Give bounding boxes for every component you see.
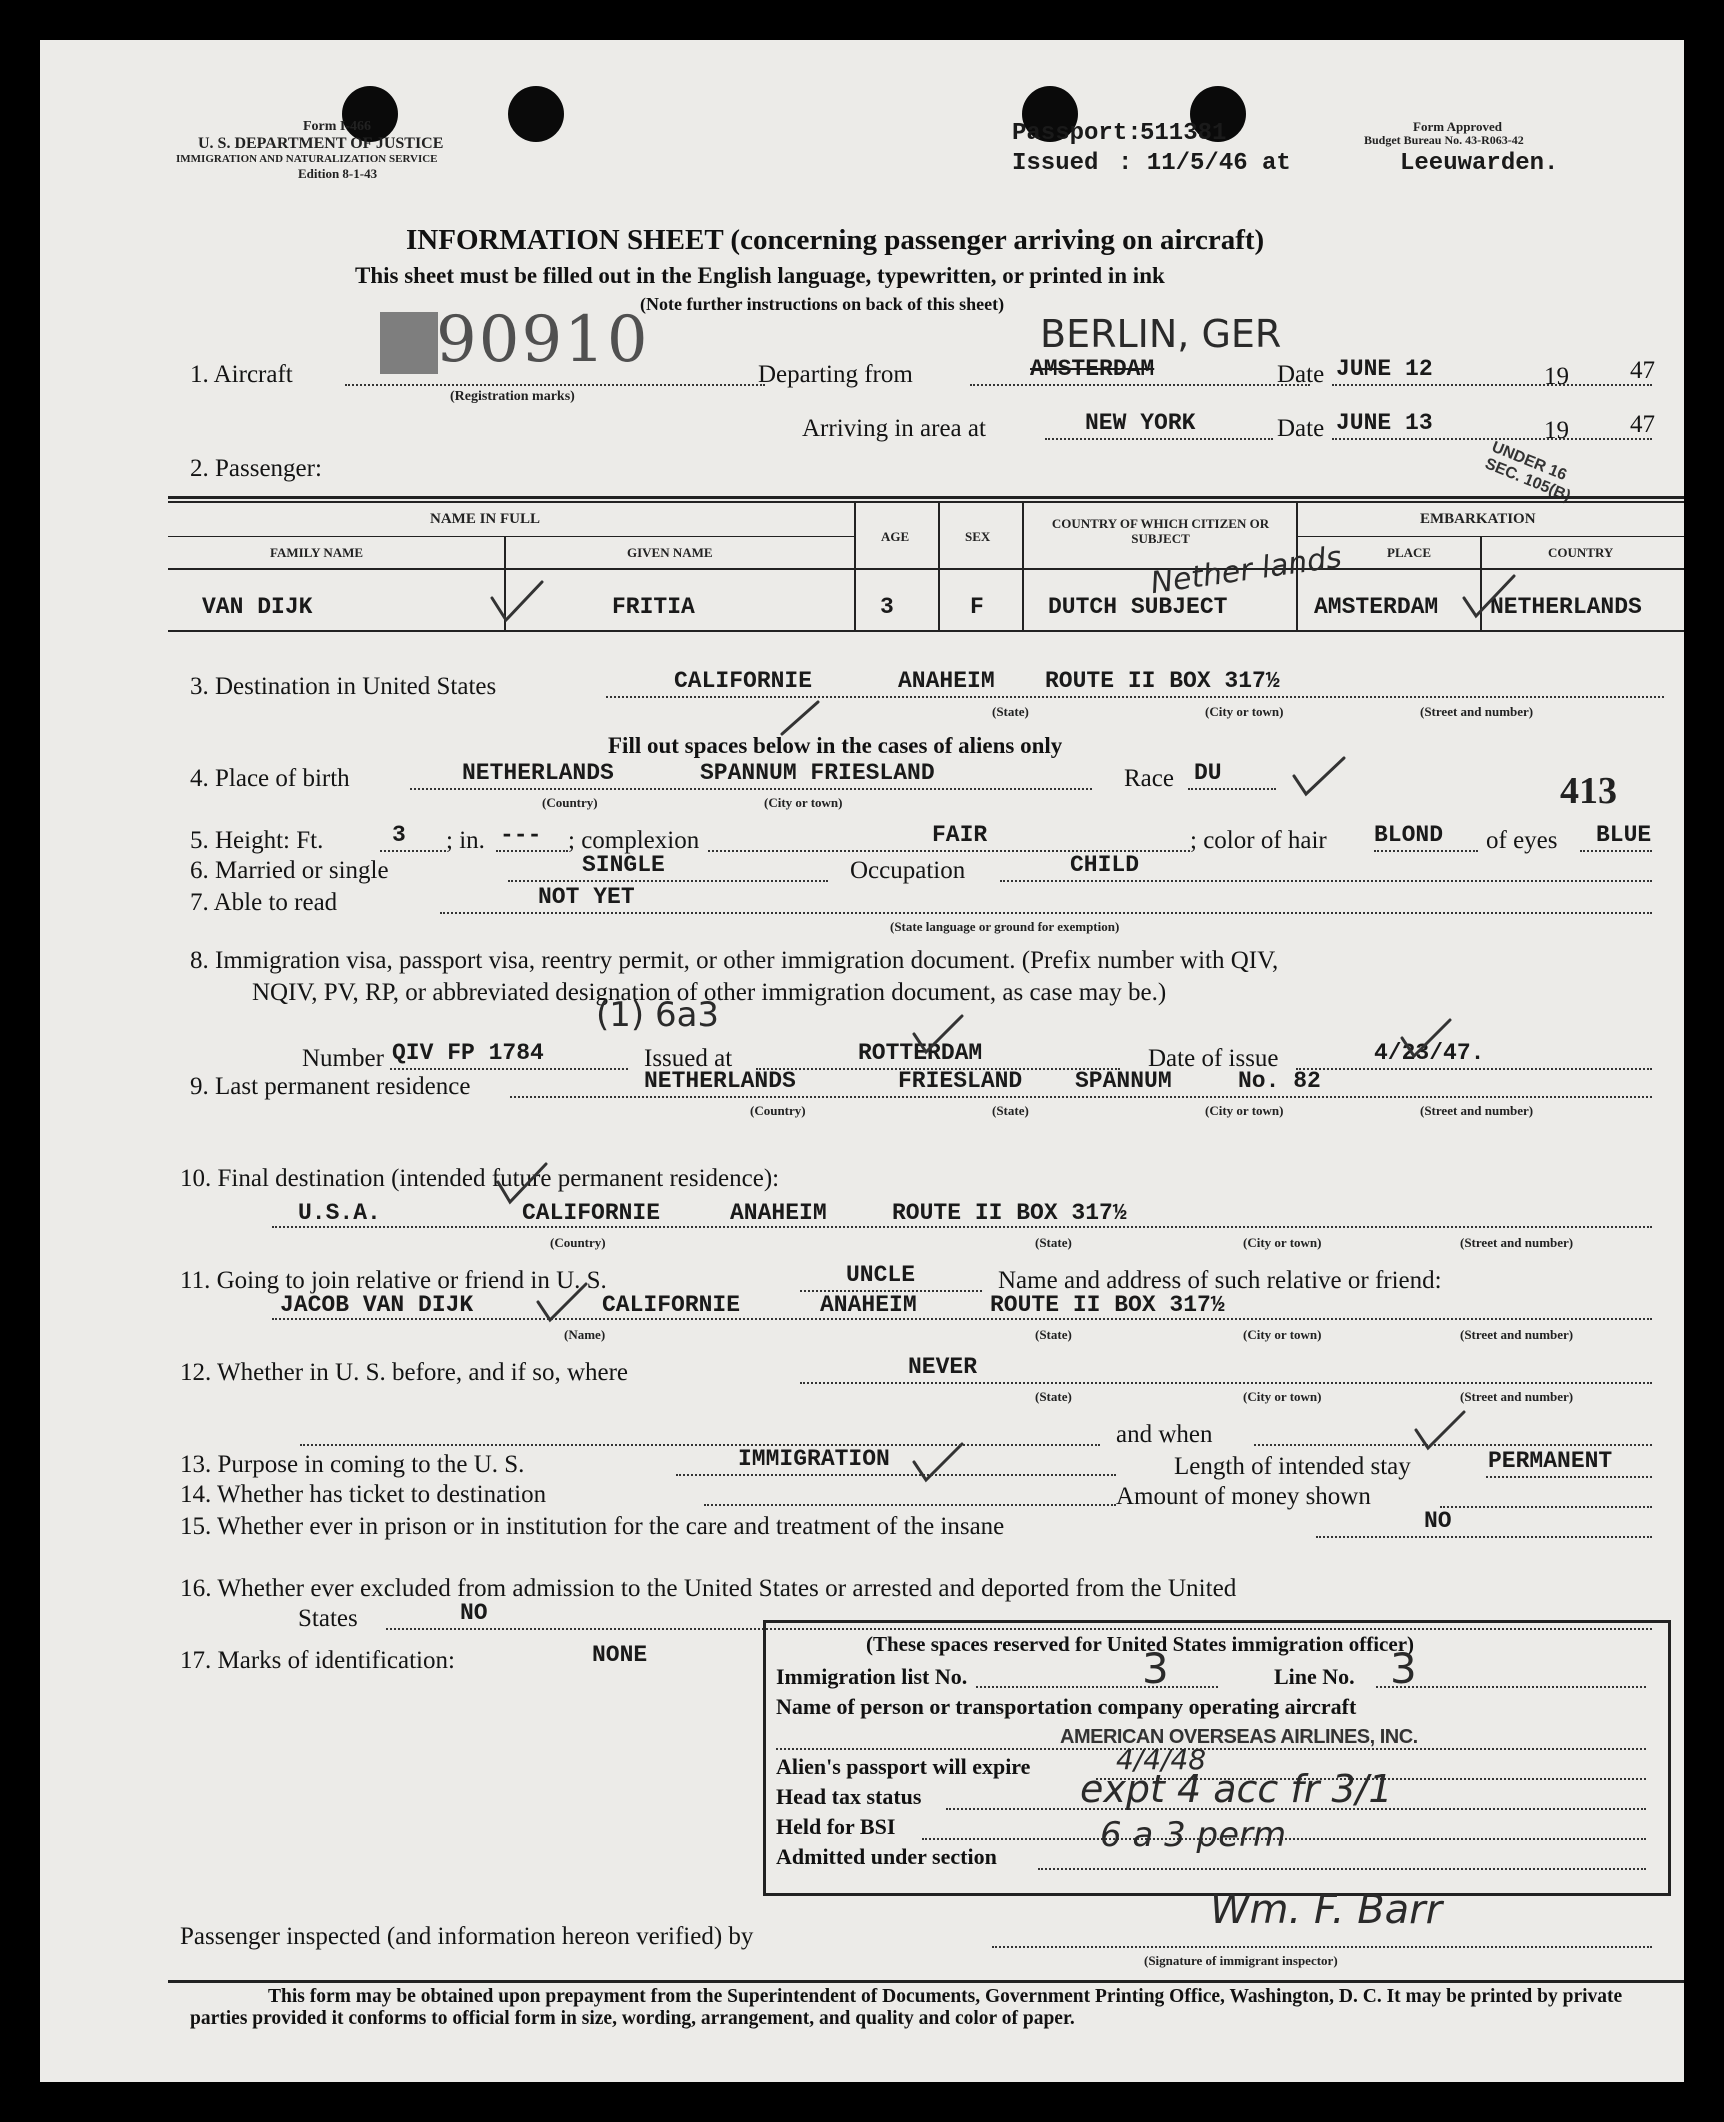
inspector-signature: Wm. F. Barr: [1210, 1887, 1443, 1933]
list-no-label: Immigration list No.: [776, 1664, 968, 1689]
check-mark-icon: [1460, 572, 1520, 622]
caption-city: (City or town): [764, 795, 843, 810]
citizenship-header: COUNTRY OF WHICH CITIZEN OR SUBJECT: [1051, 516, 1270, 546]
departure-century: 19: [1544, 363, 1569, 390]
stay-value: PERMANENT: [1488, 1448, 1613, 1474]
form-subtitle: This sheet must be filled out in the English language, typewritten, or printed in ink: [355, 263, 1165, 288]
identification-value: NONE: [592, 1642, 648, 1668]
citizen-cell: DUTCH SUBJECT: [1048, 594, 1228, 620]
departure-date: JUNE 12: [1336, 356, 1433, 382]
sex-cell: F: [970, 594, 984, 620]
age-header: AGE: [881, 529, 910, 544]
race-label: Race: [1124, 765, 1174, 792]
punch-hole: [508, 86, 564, 142]
excluded-value: NO: [460, 1600, 488, 1626]
read-caption: (State language or ground for exemption): [890, 919, 1120, 934]
destination-street: ROUTE II BOX 317½: [1045, 668, 1280, 694]
inches-label: ; in.: [446, 827, 485, 854]
departing-handwritten: BERLIN, GER: [1040, 312, 1282, 356]
caption-state: (State): [1035, 1327, 1072, 1342]
embarkation-country-cell: NETHERLANDS: [1490, 594, 1642, 620]
purpose-label: 13. Purpose in coming to the U. S.: [180, 1451, 525, 1478]
check-mark-icon: [494, 1160, 554, 1210]
prison-value: NO: [1424, 1508, 1452, 1534]
departing-typed: AMSTERDAM: [1030, 356, 1155, 382]
check-mark-icon: [910, 1440, 970, 1490]
complexion-value: FAIR: [932, 822, 988, 848]
departure-year: 47: [1630, 357, 1655, 384]
relation-value: UNCLE: [846, 1262, 916, 1288]
read-value: NOT YET: [538, 884, 635, 910]
line-no-value: 3: [1390, 1644, 1417, 1693]
birth-country: NETHERLANDS: [462, 760, 614, 786]
marital-label: 6. Married or single: [190, 857, 389, 884]
arrival-year: 47: [1630, 411, 1655, 438]
budget-bureau: Budget Bureau No. 43-R063-42: [1364, 133, 1524, 147]
visa-line-1: 8. Immigration visa, passport visa, reentry permit, or other immigration document. (Prefix number with QIV,: [190, 947, 1279, 974]
visa-date: 4/23/47.: [1374, 1040, 1485, 1066]
ticket-label: 14. Whether has ticket to destination: [180, 1481, 547, 1508]
head-tax-label: Head tax status: [776, 1784, 922, 1809]
previous-visit-value: NEVER: [908, 1354, 978, 1380]
department: U. S. DEPARTMENT OF JUSTICE: [198, 135, 444, 152]
caption-city: (City or town): [1243, 1235, 1322, 1250]
check-mark-icon: [910, 1012, 970, 1062]
issued-value: : 11/5/46 at: [1118, 150, 1291, 177]
race-value: DU: [1194, 760, 1222, 786]
check-mark-icon: [1290, 754, 1350, 804]
aliens-only-heading: Fill out spaces below in the cases of aliens only: [608, 733, 1063, 758]
check-mark-icon: [1398, 1016, 1458, 1066]
form-note: (Note further instructions on back of this sheet): [640, 294, 1005, 314]
destination-state: CALIFORNIE: [674, 668, 813, 694]
excluded-line-2: States: [298, 1605, 358, 1632]
line-no-label: Line No.: [1274, 1664, 1355, 1689]
final-destination-label: 10. Final destination (intended future permanent residence):: [180, 1165, 780, 1192]
inspected-label: Passenger inspected (and information hereon verified) by: [180, 1923, 754, 1950]
visa-line-2: NQIV, PV, RP, or abbreviated designation of other immigration document, as case may be.): [252, 979, 1167, 1006]
complexion-label: ; complexion: [568, 827, 700, 854]
birth-city: SPANNUM FRIESLAND: [700, 760, 935, 786]
arrival-century: 19: [1544, 417, 1569, 444]
form-title: INFORMATION SHEET (concerning passenger arriving on aircraft): [406, 224, 1265, 256]
residence-street: No. 82: [1238, 1068, 1321, 1094]
under-16-stamp: UNDER 16 SEC. 105(B): [1482, 438, 1574, 505]
caption-state: (State): [992, 1103, 1029, 1118]
operator-value: AMERICAN OVERSEAS AIRLINES, INC.: [1060, 1726, 1418, 1748]
embarkation-header: EMBARKATION: [1420, 511, 1536, 527]
caption-city: (City or town): [1205, 704, 1284, 719]
when-label: and when: [1116, 1421, 1213, 1448]
stamp-block: [380, 312, 438, 374]
previous-visit-label: 12. Whether in U. S. before, and if so, where: [180, 1359, 629, 1386]
caption-street: (Street and number): [1420, 704, 1534, 719]
excluded-line-1: 16. Whether ever excluded from admission to the United States or arrested and deported from the United: [180, 1575, 1237, 1602]
place-header: PLACE: [1387, 545, 1432, 560]
passport-number: 511381: [1140, 120, 1227, 147]
service: IMMIGRATION AND NATURALIZATION SERVICE: [176, 153, 438, 165]
eyes-value: BLUE: [1596, 822, 1652, 848]
caption-state: (State): [992, 704, 1029, 719]
embarkation-place-cell: AMSTERDAM: [1314, 594, 1439, 620]
caption-street: (Street and number): [1420, 1103, 1534, 1118]
caption-country: (Country): [550, 1235, 606, 1250]
arrival-date-label: Date: [1277, 415, 1325, 442]
purpose-value: IMMIGRATION: [738, 1446, 890, 1472]
caption-name: (Name): [564, 1327, 606, 1342]
sex-header: SEX: [965, 529, 991, 544]
caption-street: (Street and number): [1460, 1235, 1574, 1250]
caption-city: (City or town): [1243, 1327, 1322, 1342]
occupation-label: Occupation: [850, 857, 966, 884]
height-feet: 3: [392, 822, 406, 848]
signature-caption: (Signature of immigrant inspector): [1144, 1953, 1338, 1968]
visa-handwritten: (1) 6a3: [596, 995, 720, 1035]
caption-state: (State): [1035, 1235, 1072, 1250]
caption-street: (Street and number): [1460, 1327, 1574, 1342]
departing-label: Departing from: [758, 361, 913, 388]
registration-caption: (Registration marks): [450, 389, 575, 404]
final-street: ROUTE II BOX 317½: [892, 1200, 1127, 1226]
destination-label: 3. Destination in United States: [190, 673, 497, 700]
stamped-number: 90910: [436, 303, 650, 377]
name-address-label: Name and address of such relative or friend:: [998, 1267, 1442, 1294]
visa-date-label: Date of issue: [1148, 1045, 1279, 1072]
name-in-full-header: NAME IN FULL: [430, 511, 541, 527]
family-name-header: FAMILY NAME: [270, 545, 364, 560]
caption-street: (Street and number): [1460, 1389, 1574, 1404]
visa-number: QIV FP 1784: [392, 1040, 544, 1066]
prison-label: 15. Whether ever in prison or in institution for the care and treatment of the insane: [180, 1513, 1005, 1540]
family-name-cell: VAN DIJK: [202, 594, 313, 620]
relative-state: CALIFORNIE: [602, 1292, 741, 1318]
arriving-label: Arriving in area at: [802, 415, 986, 442]
operator-label: Name of person or transportation company operating aircraft: [776, 1694, 1357, 1719]
citizen-handwritten-note: Nether lands: [1148, 539, 1344, 602]
hair-label: ; color of hair: [1190, 827, 1327, 854]
passenger-label: 2. Passenger:: [190, 455, 322, 482]
issued-place: Leeuwarden.: [1400, 150, 1559, 177]
height-inches: ---: [500, 822, 542, 848]
birthplace-label: 4. Place of birth: [190, 765, 350, 792]
residence-city: SPANNUM: [1075, 1068, 1172, 1094]
caption-city: (City or town): [1243, 1389, 1322, 1404]
caption-city: (City or town): [1205, 1103, 1284, 1118]
given-name-header: GIVEN NAME: [627, 545, 713, 560]
aircraft-label: 1. Aircraft: [190, 361, 293, 388]
marital-value: SINGLE: [582, 852, 665, 878]
identification-label: 17. Marks of identification:: [180, 1647, 455, 1674]
relative-name: JACOB VAN DIJK: [280, 1292, 474, 1318]
officer-box-heading: (These spaces reserved for United States immigration officer): [866, 1632, 1415, 1656]
departure-date-label: Date: [1277, 361, 1325, 388]
footer-text: This form may be obtained upon prepayment from the Superintendent of Documents, Government Printing Office, Washington, D. C. It may be printed by private parties provided it conforms to official form in size, wording, arrangement, and quality and color of paper.: [190, 1986, 1623, 2030]
final-country: U.S.A.: [298, 1200, 381, 1226]
section-value: 6 a 3 perm: [1100, 1815, 1287, 1855]
form-number: Form I-466: [303, 119, 372, 134]
final-city: ANAHEIM: [730, 1200, 827, 1226]
form-approved: Form Approved: [1413, 119, 1502, 134]
caption-country: (Country): [542, 795, 598, 810]
age-cell: 3: [880, 594, 894, 620]
visa-issued-label: Issued at: [644, 1045, 733, 1072]
arriving-place: NEW YORK: [1085, 410, 1196, 436]
relative-street: ROUTE II BOX 317½: [990, 1292, 1225, 1318]
passport-label: Passport:: [1012, 120, 1142, 147]
final-state: CALIFORNIE: [522, 1200, 661, 1226]
relative-city: ANAHEIM: [820, 1292, 917, 1318]
hair-value: BLOND: [1374, 822, 1444, 848]
expire-label: Alien's passport will expire: [776, 1754, 1031, 1779]
issued-label: Issued: [1012, 150, 1099, 177]
side-number: 413: [1560, 770, 1617, 812]
money-label: Amount of money shown: [1116, 1483, 1371, 1510]
destination-city: ANAHEIM: [898, 668, 995, 694]
occupation-value: CHILD: [1070, 852, 1140, 878]
form-sheet: [40, 40, 1684, 2082]
list-no-value: 3: [1142, 1644, 1169, 1693]
caption-state: (State): [1035, 1389, 1072, 1404]
residence-label: 9. Last permanent residence: [190, 1073, 471, 1100]
bsi-label: Held for BSI: [776, 1814, 896, 1839]
given-name-cell: FRITIA: [612, 594, 695, 620]
caption-country: (Country): [750, 1103, 806, 1118]
read-label: 7. Able to read: [190, 889, 338, 916]
check-mark-icon: [1412, 1408, 1472, 1458]
country-header: COUNTRY: [1548, 545, 1614, 560]
residence-state: FRIESLAND: [898, 1068, 1023, 1094]
expire-value: 4/4/48: [1116, 1743, 1207, 1776]
visa-issued-place: ROTTERDAM: [858, 1040, 983, 1066]
stay-label: Length of intended stay: [1174, 1453, 1411, 1480]
join-relative-label: 11. Going to join relative or friend in U. S.: [180, 1267, 607, 1294]
check-mark-icon: [776, 698, 826, 738]
arrival-date: JUNE 13: [1336, 410, 1433, 436]
eyes-label: of eyes: [1486, 827, 1558, 854]
check-mark-icon: [488, 578, 548, 628]
visa-number-label: Number: [302, 1045, 384, 1072]
height-label: 5. Height: Ft.: [190, 827, 324, 854]
head-tax-value: expt 4 acc fr 3/1: [1080, 1767, 1393, 1811]
edition: Edition 8-1-43: [298, 166, 378, 181]
section-label: Admitted under section: [776, 1844, 997, 1869]
check-mark-icon: [534, 1280, 594, 1330]
residence-country: NETHERLANDS: [644, 1068, 796, 1094]
